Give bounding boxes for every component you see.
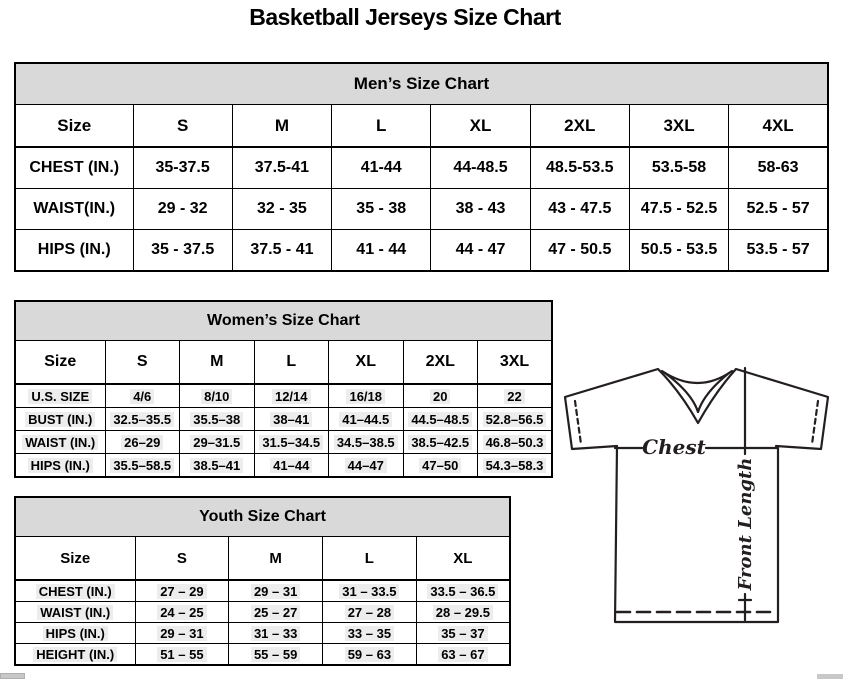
row-label [15,580,135,602]
cell [180,408,255,431]
table-row [15,431,552,454]
cell: 44-48.5 [431,147,530,189]
cell-value: 28 – 29.5 [433,605,493,620]
cell-value: 33 – 35 [345,626,394,641]
cell [229,602,323,623]
cell [254,454,329,478]
cell: 53.5-58 [629,147,728,189]
youth-table-title-row [15,497,510,537]
cell [416,623,510,644]
cell: 35-37.5 [133,147,232,189]
cell-value: 35 – 37 [438,626,487,641]
cell-value: 63 – 67 [438,647,487,662]
cell-value: 16/18 [346,389,385,404]
cell-value: 44–47 [345,458,387,473]
mens-col-header-4xl: 4XL [729,105,828,148]
cell-value: 29–31.5 [190,435,243,450]
cell [105,454,180,478]
table-row [15,408,552,431]
row-label [15,408,105,431]
youth-table-header-row [15,537,510,581]
page-title: Basketball Jerseys Size Chart [249,4,561,30]
cell [329,454,404,478]
cell: 48.5-53.5 [530,147,629,189]
table-row [15,189,828,230]
cell [229,623,323,644]
front-length-label: Front Length [735,457,756,591]
cell: 47 - 50.5 [530,230,629,272]
cell-value: 29 – 31 [157,626,206,641]
youth-col-header-size: Size [15,537,135,581]
cell [416,644,510,666]
cell: 52.5 - 57 [729,189,828,230]
cell [416,602,510,623]
mens-table-header-row [15,105,828,148]
row-label-text: HIPS (IN.) [43,626,108,641]
cell: 35 - 38 [332,189,431,230]
cell [323,602,417,623]
mens-col-header-size: Size [15,105,133,148]
cell [403,408,478,431]
cell-value: 41–44 [270,458,312,473]
cell-value: 22 [504,389,524,404]
collar-back-arc [662,371,732,383]
mens-table-title: Men’s Size Chart [15,63,828,105]
womens-table-title-row [15,301,552,341]
cell: 37.5-41 [232,147,331,189]
cell-value: 55 – 59 [251,647,300,662]
cell [135,602,229,623]
cell-value: 32.5–35.5 [110,412,174,427]
womens-col-header-m: M [180,341,255,385]
row-label [15,602,135,623]
cell [229,644,323,666]
row-label-text: U.S. SIZE [28,389,92,404]
cell [403,384,478,408]
womens-col-header-2xl: 2XL [403,341,478,385]
womens-table-header-row [15,341,552,385]
cell-value: 25 – 27 [251,605,300,620]
mens-col-header-xl: XL [431,105,530,148]
cell [478,454,553,478]
cell: 37.5 - 41 [232,230,331,272]
cell-value: 31 – 33 [251,626,300,641]
jersey-measurement-diagram [553,353,843,679]
cell-value: 41–44.5 [339,412,392,427]
left-cuff-dashed-line [575,401,581,444]
cell: 41-44 [332,147,431,189]
cell: 43 - 47.5 [530,189,629,230]
table-row [15,580,510,602]
cell [135,623,229,644]
row-label-text: BUST (IN.) [25,412,95,427]
youth-table-title: Youth Size Chart [15,497,510,537]
cell-value: 12/14 [272,389,311,404]
row-label: WAIST(IN.) [15,189,133,230]
right-cuff-dashed-line [812,401,818,444]
cell [254,431,329,454]
womens-table-title: Women’s Size Chart [15,301,552,341]
mens-col-header-2xl: 2XL [530,105,629,148]
row-label [15,644,135,666]
womens-col-header-size: Size [15,341,105,385]
row-label [15,623,135,644]
cell-value: 59 – 63 [345,647,394,662]
youth-col-header-s: S [135,537,229,581]
row-label [15,454,105,478]
mens-size-table [14,62,829,272]
table-row [15,602,510,623]
cell [180,454,255,478]
womens-col-header-3xl: 3XL [478,341,553,385]
row-label: HIPS (IN.) [15,230,133,272]
cell [229,580,323,602]
youth-col-header-l: L [323,537,417,581]
cell [254,408,329,431]
cell [323,580,417,602]
cell [403,431,478,454]
cell-value: 27 – 28 [345,605,394,620]
horizontal-scrollbar-right-fragment[interactable] [817,674,843,679]
youth-size-table [14,496,511,666]
cell [416,580,510,602]
table-row [15,384,552,408]
cell-value: 29 – 31 [251,584,300,599]
cell-value: 31.5–34.5 [259,435,323,450]
womens-col-header-xl: XL [329,341,404,385]
chest-label: Chest [642,435,706,459]
cell [329,431,404,454]
cell: 29 - 32 [133,189,232,230]
cell-value: 38.5–42.5 [408,435,472,450]
cell-value: 44.5–48.5 [408,412,472,427]
cell [180,431,255,454]
cell-value: 46.8–50.3 [483,435,547,450]
cell: 58-63 [729,147,828,189]
youth-col-header-xl: XL [416,537,510,581]
cell [329,408,404,431]
cell-value: 35.5–38 [190,412,243,427]
cell-value: 51 – 55 [157,647,206,662]
cell [478,384,553,408]
cell [105,431,180,454]
table-row [15,644,510,666]
row-label-text: HEIGHT (IN.) [33,647,117,662]
womens-col-header-l: L [254,341,329,385]
row-label-text: HIPS (IN.) [28,458,93,473]
cell-value: 38–41 [270,412,312,427]
cell [403,454,478,478]
cell: 41 - 44 [332,230,431,272]
cell [135,644,229,666]
cell: 38 - 43 [431,189,530,230]
cell-value: 35.5–58.5 [110,458,174,473]
cell-value: 33.5 – 36.5 [427,584,498,599]
womens-col-header-s: S [105,341,180,385]
cell-value: 27 – 29 [157,584,206,599]
row-label-text: CHEST (IN.) [36,584,115,599]
cell [478,408,553,431]
cell: 47.5 - 52.5 [629,189,728,230]
table-row [15,454,552,478]
table-row [15,623,510,644]
cell: 50.5 - 53.5 [629,230,728,272]
cell-value: 47–50 [419,458,461,473]
cell [323,623,417,644]
row-label [15,384,105,408]
mens-col-header-3xl: 3XL [629,105,728,148]
row-label [15,431,105,454]
cell [135,580,229,602]
row-label-text: WAIST (IN.) [22,435,98,450]
table-row [15,147,828,189]
cell-value: 38.5–41 [190,458,243,473]
cell [180,384,255,408]
cell [254,384,329,408]
cell [329,384,404,408]
table-row [15,230,828,272]
mens-col-header-s: S [133,105,232,148]
horizontal-scrollbar-left-fragment[interactable] [0,673,25,679]
cell-value: 8/10 [201,389,232,404]
cell-value: 52.8–56.5 [483,412,547,427]
mens-table-title-row [15,63,828,105]
cell-value: 54.3–58.3 [483,458,547,473]
cell-value: 34.5–38.5 [334,435,398,450]
cell [105,384,180,408]
mens-col-header-l: L [332,105,431,148]
cell [105,408,180,431]
cell-value: 24 – 25 [157,605,206,620]
row-label: CHEST (IN.) [15,147,133,189]
cell-value: 20 [430,389,450,404]
mens-col-header-m: M [232,105,331,148]
youth-col-header-m: M [229,537,323,581]
cell: 32 - 35 [232,189,331,230]
cell [323,644,417,666]
cell: 53.5 - 57 [729,230,828,272]
row-label-text: WAIST (IN.) [37,605,113,620]
cell [478,431,553,454]
womens-size-table [14,300,553,478]
cell: 44 - 47 [431,230,530,272]
cell-value: 31 – 33.5 [339,584,399,599]
cell-value: 26–29 [121,435,163,450]
cell-value: 4/6 [130,389,154,404]
cell: 35 - 37.5 [133,230,232,272]
